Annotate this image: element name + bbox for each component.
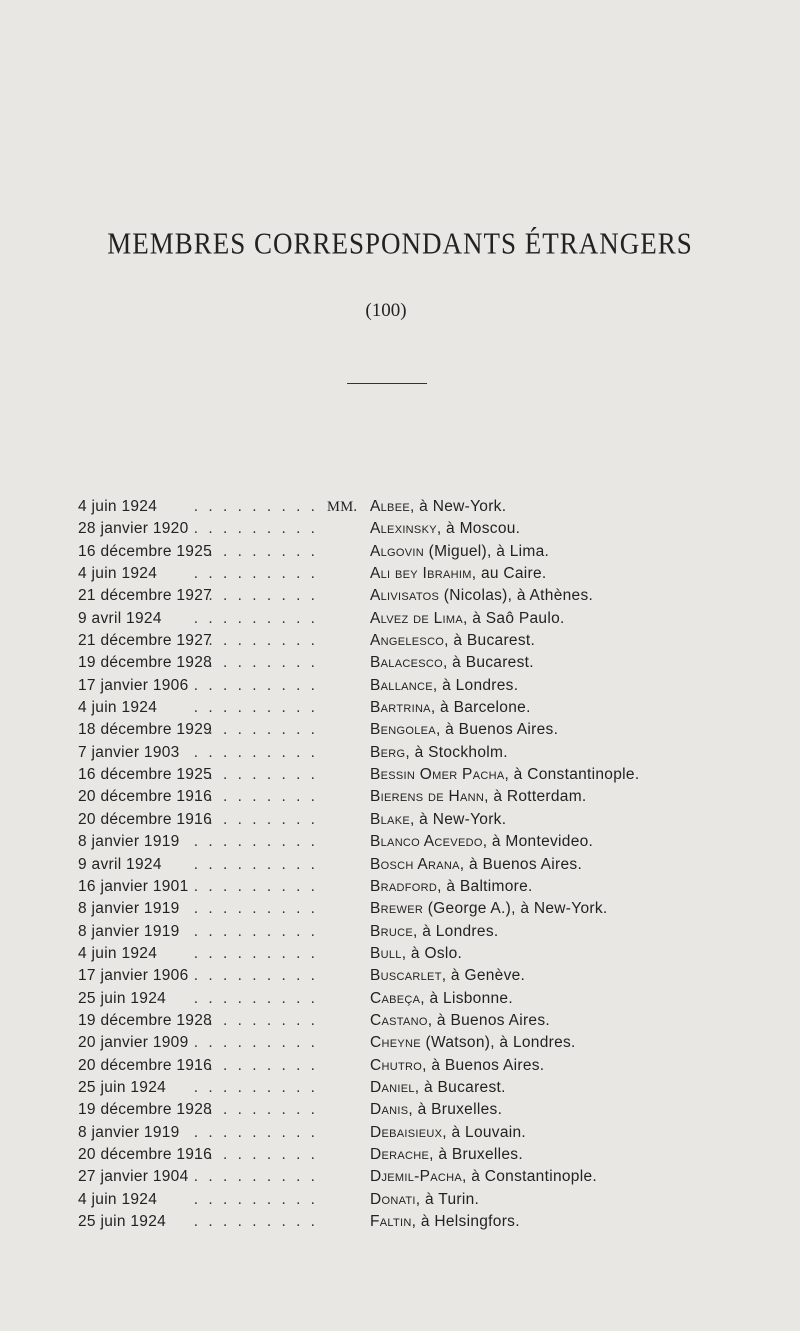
member-name: Berg: [370, 743, 406, 761]
leader-dots: . . . . . . . . .: [193, 699, 318, 717]
member-entry: [370, 1055, 544, 1077]
list-item: [0, 496, 800, 518]
list-item: [0, 898, 800, 920]
member-name: Derache: [370, 1145, 430, 1163]
member-entry: [370, 518, 520, 540]
date-column: [78, 675, 318, 697]
list-item: [0, 1211, 800, 1233]
member-name: Bierens de Hann: [370, 788, 485, 806]
member-entry: [370, 652, 534, 674]
list-item: [0, 831, 800, 853]
leader-dots: . . . . . . . . .: [193, 520, 318, 538]
member-place: , à Buenos Aires.: [459, 855, 583, 873]
date-column: [78, 786, 318, 808]
member-name: Algovin: [370, 542, 425, 560]
election-date: 19 décembre 1928: [78, 1101, 213, 1119]
member-name: Brewer: [370, 900, 424, 918]
mm-prefix: MM.: [327, 499, 358, 515]
member-entry: [370, 1166, 597, 1188]
election-date: 16 janvier 1901: [78, 877, 189, 895]
date-column: [78, 988, 318, 1010]
member-place: , à Buenos Aires.: [435, 721, 559, 739]
leader-dots: . . . . . . . . .: [193, 1078, 318, 1096]
member-entry: [370, 608, 565, 630]
member-name: Bessin Omer Pacha: [370, 766, 505, 784]
member-name: Alivisatos: [370, 587, 440, 605]
member-entry: [370, 876, 533, 898]
list-item: [0, 1166, 800, 1188]
date-column: [78, 585, 318, 607]
election-date: 20 janvier 1909: [78, 1034, 189, 1052]
date-column: [78, 898, 318, 920]
member-name: Albee: [370, 498, 410, 515]
member-place: , à Turin.: [415, 1190, 480, 1208]
list-item: [0, 697, 800, 719]
member-entry: [370, 585, 593, 607]
member-place: , à Lisbonne.: [420, 989, 513, 1007]
member-place: , à New-York.: [409, 498, 507, 515]
member-name: Bull: [370, 944, 402, 962]
member-place: , à New-York.: [409, 810, 507, 828]
leader-dots: . . . . . . . . .: [193, 944, 318, 962]
member-name: Blanco Acevedo: [370, 833, 483, 851]
list-item: [0, 854, 800, 876]
member-entry: [370, 675, 518, 697]
leader-dots: . . . . . . . . .: [193, 1056, 318, 1074]
member-name: Daniel: [370, 1078, 415, 1096]
member-name: Alvez de Lima: [370, 609, 464, 627]
date-column: [78, 1211, 318, 1233]
member-name: Cheyne: [370, 1034, 421, 1052]
date-column: [78, 764, 318, 786]
member-name: Bradford: [370, 877, 438, 895]
list-item: [0, 652, 800, 674]
member-name: Bruce: [370, 922, 414, 940]
member-list: [0, 496, 800, 1233]
election-date: 4 juin 1924: [78, 565, 158, 583]
member-place: , à Montevideo.: [482, 833, 594, 851]
date-column: [78, 809, 318, 831]
member-place: , au Caire.: [471, 565, 547, 583]
election-date: 28 janvier 1920: [78, 520, 189, 538]
member-place: , à Rotterdam.: [484, 788, 587, 806]
leader-dots: . . . . . . . . .: [193, 565, 318, 583]
date-column: [78, 608, 318, 630]
member-name: Balacesco: [370, 654, 443, 672]
member-place: (George A.), à New-York.: [423, 900, 608, 918]
date-column: [78, 854, 318, 876]
list-item: [0, 630, 800, 652]
leader-dots: . . . . . . . . .: [193, 632, 318, 650]
member-place: , à Bruxelles.: [429, 1145, 523, 1163]
leader-dots: . . . . . . . . .: [193, 788, 318, 806]
list-item: [0, 1055, 800, 1077]
election-date: 17 janvier 1906: [78, 967, 189, 985]
list-item: [0, 541, 800, 563]
list-item: [0, 988, 800, 1010]
member-entry: [370, 809, 506, 831]
title-divider: [347, 383, 427, 384]
member-entry: [370, 764, 639, 786]
member-place: (Watson), à Londres.: [420, 1034, 576, 1052]
list-item: [0, 585, 800, 607]
member-entry: [370, 1122, 526, 1144]
election-date: 25 juin 1924: [78, 1078, 167, 1096]
leader-dots: . . . . . . . . .: [193, 587, 318, 605]
election-date: 19 décembre 1928: [78, 1011, 213, 1029]
leader-dots: . . . . . . . . .: [193, 743, 318, 761]
leader-dots: . . . . . . . . .: [193, 900, 318, 918]
leader-dots: . . . . . . . . .: [193, 1011, 318, 1029]
election-date: 20 décembre 1916: [78, 788, 213, 806]
member-place: , à Bruxelles.: [408, 1101, 503, 1119]
date-column: [78, 1077, 318, 1099]
member-place: (Nicolas), à Athènes.: [439, 587, 594, 605]
member-place: , à Louvain.: [442, 1123, 527, 1141]
member-name: Ali bey Ibrahim: [370, 565, 472, 583]
election-date: 20 décembre 1916: [78, 810, 213, 828]
list-item: [0, 742, 800, 764]
member-place: , à Saô Paulo.: [463, 609, 565, 627]
election-date: 16 décembre 1925: [78, 766, 213, 784]
member-name: Blake: [370, 810, 410, 828]
election-date: 25 juin 1924: [78, 1213, 167, 1230]
list-item: [0, 1144, 800, 1166]
member-entry: [370, 742, 508, 764]
member-entry: [370, 1010, 550, 1032]
election-date: 21 décembre 1927: [78, 587, 213, 605]
member-entry: [370, 1211, 520, 1233]
leader-dots: . . . . . . . . .: [193, 721, 318, 739]
date-column: [78, 1032, 318, 1054]
member-entry: [370, 921, 498, 943]
date-column: [78, 1099, 318, 1121]
date-column: [78, 742, 318, 764]
member-name: Debaisieux: [370, 1123, 443, 1141]
date-column: [78, 630, 318, 652]
list-item: [0, 719, 800, 741]
leader-dots: . . . . . . . . .: [193, 922, 318, 940]
member-entry: [370, 697, 531, 719]
leader-dots: . . . . . . . . .: [193, 877, 318, 895]
member-name: Alexinsky: [370, 520, 437, 538]
member-place: , à Genève.: [441, 967, 526, 985]
member-entry: [370, 831, 593, 853]
member-entry: [370, 541, 549, 563]
election-date: 4 juin 1924: [78, 944, 158, 962]
list-item: [0, 1032, 800, 1054]
date-column: [78, 1166, 318, 1188]
election-date: 17 janvier 1906: [78, 676, 189, 694]
list-item: [0, 809, 800, 831]
leader-dots: . . . . . . . . .: [193, 833, 318, 851]
date-column: [78, 876, 318, 898]
member-name: Angelesco: [370, 632, 445, 650]
date-column: [78, 965, 318, 987]
member-place: , à Baltimore.: [437, 877, 533, 895]
list-item: [0, 876, 800, 898]
date-column: [78, 1010, 318, 1032]
election-date: 4 juin 1924: [78, 1190, 158, 1208]
leader-dots: . . . . . . . . .: [193, 609, 318, 627]
date-column: [78, 831, 318, 853]
leader-dots: . . . . . . . . .: [193, 1190, 318, 1208]
election-date: 7 janvier 1903: [78, 743, 180, 761]
leader-dots: . . . . . . . . .: [193, 1101, 318, 1119]
election-date: 20 décembre 1916: [78, 1056, 213, 1074]
list-item: [0, 1077, 800, 1099]
date-column: [78, 943, 318, 965]
member-name: Djemil-Pacha: [370, 1168, 463, 1186]
date-column: [78, 518, 318, 540]
member-name: Buscarlet: [370, 967, 442, 985]
list-item: [0, 921, 800, 943]
member-name: Bartrina: [370, 699, 431, 717]
list-item: [0, 764, 800, 786]
member-entry: [370, 1144, 523, 1166]
member-place: , à Constantinople.: [462, 1168, 597, 1186]
member-place: , à Londres.: [432, 676, 519, 694]
list-item: [0, 563, 800, 585]
member-place: , à Londres.: [413, 922, 499, 940]
list-item: [0, 1122, 800, 1144]
date-column: [78, 652, 318, 674]
member-entry: [370, 943, 462, 965]
election-date: 9 avril 1924: [78, 855, 162, 873]
date-column: [78, 1122, 318, 1144]
member-place: (Miguel), à Lima.: [424, 542, 550, 560]
member-place: , à Buenos Aires.: [427, 1011, 550, 1029]
date-column: [78, 563, 318, 585]
leader-dots: . . . . . . . . .: [193, 1213, 318, 1230]
member-place: , à Bucarest.: [444, 632, 536, 650]
member-name: Ballance: [370, 676, 433, 694]
list-item: [0, 1189, 800, 1211]
member-name: Cabeça: [370, 989, 421, 1007]
member-place: , à Barcelone.: [430, 699, 531, 717]
list-item: [0, 608, 800, 630]
member-place: , à Bucarest.: [442, 654, 534, 672]
election-date: 8 janvier 1919: [78, 900, 180, 918]
member-entry: [370, 1189, 479, 1211]
member-name: Bengolea: [370, 721, 436, 739]
leader-dots: . . . . . . . . .: [193, 1145, 318, 1163]
date-column: [78, 541, 318, 563]
election-date: 16 décembre 1925: [78, 542, 213, 560]
date-column: [78, 921, 318, 943]
member-place: , à Bucarest.: [414, 1078, 506, 1096]
member-place: , à Buenos Aires.: [422, 1056, 545, 1074]
list-item: [0, 786, 800, 808]
election-date: 18 décembre 1929: [78, 721, 213, 739]
date-column: [78, 496, 318, 518]
member-entry: [370, 563, 547, 585]
leader-dots: . . . . . . . . .: [193, 989, 318, 1007]
election-date: 25 juin 1924: [78, 989, 167, 1007]
member-entry: [370, 898, 607, 920]
member-place: , à Stockholm.: [405, 743, 508, 761]
election-date: 19 décembre 1928: [78, 654, 213, 672]
leader-dots: . . . . . . . . .: [193, 810, 318, 828]
leader-dots: . . . . . . . . .: [193, 1168, 318, 1186]
page-title: MEMBRES CORRESPONDANTS ÉTRANGERS: [107, 225, 693, 261]
date-column: [78, 697, 318, 719]
election-date: 21 décembre 1927: [78, 632, 213, 650]
date-column: [78, 1189, 318, 1211]
election-date: 4 juin 1924: [78, 498, 158, 515]
date-column: [78, 1144, 318, 1166]
member-entry: [370, 1099, 502, 1121]
list-item: [0, 518, 800, 540]
member-count: (100): [365, 300, 407, 321]
leader-dots: . . . . . . . . .: [193, 766, 318, 784]
list-item: [0, 1010, 800, 1032]
member-entry: [370, 854, 582, 876]
member-entry: [370, 988, 513, 1010]
member-entry: [370, 1077, 506, 1099]
member-place: , à Helsingfors.: [411, 1213, 520, 1230]
member-entry: [370, 965, 525, 987]
member-name: Faltin: [370, 1213, 412, 1230]
election-date: 9 avril 1924: [78, 609, 162, 627]
list-item: [0, 965, 800, 987]
leader-dots: . . . . . . . . .: [193, 855, 318, 873]
election-date: 20 décembre 1916: [78, 1145, 213, 1163]
member-entry: [370, 719, 558, 741]
date-column: [78, 1055, 318, 1077]
election-date: 8 janvier 1919: [78, 833, 180, 851]
member-entry: [370, 496, 506, 518]
member-entry: [370, 1032, 576, 1054]
list-item: [0, 675, 800, 697]
leader-dots: . . . . . . . . .: [193, 542, 318, 560]
member-entry: [370, 630, 535, 652]
member-name: Chutro: [370, 1056, 423, 1074]
leader-dots: . . . . . . . . .: [193, 1123, 318, 1141]
leader-dots: . . . . . . . . .: [193, 967, 318, 985]
member-entry: [370, 786, 587, 808]
election-date: 8 janvier 1919: [78, 922, 180, 940]
member-place: , à Oslo.: [401, 944, 463, 962]
date-column: [78, 719, 318, 741]
member-name: Danis: [370, 1101, 409, 1119]
member-place: , à Moscou.: [436, 520, 521, 538]
member-place: , à Constantinople.: [504, 766, 640, 784]
election-date: 27 janvier 1904: [78, 1168, 189, 1186]
election-date: 8 janvier 1919: [78, 1123, 180, 1141]
list-item: [0, 943, 800, 965]
leader-dots: . . . . . . . . .: [193, 498, 318, 515]
member-name: Castano: [370, 1011, 428, 1029]
election-date: 4 juin 1924: [78, 699, 158, 717]
leader-dots: . . . . . . . . .: [193, 654, 318, 672]
list-item: [0, 1099, 800, 1121]
leader-dots: . . . . . . . . .: [193, 1034, 318, 1052]
member-name: Donati: [370, 1190, 416, 1208]
member-name: Bosch Arana: [370, 855, 460, 873]
leader-dots: . . . . . . . . .: [193, 676, 318, 694]
